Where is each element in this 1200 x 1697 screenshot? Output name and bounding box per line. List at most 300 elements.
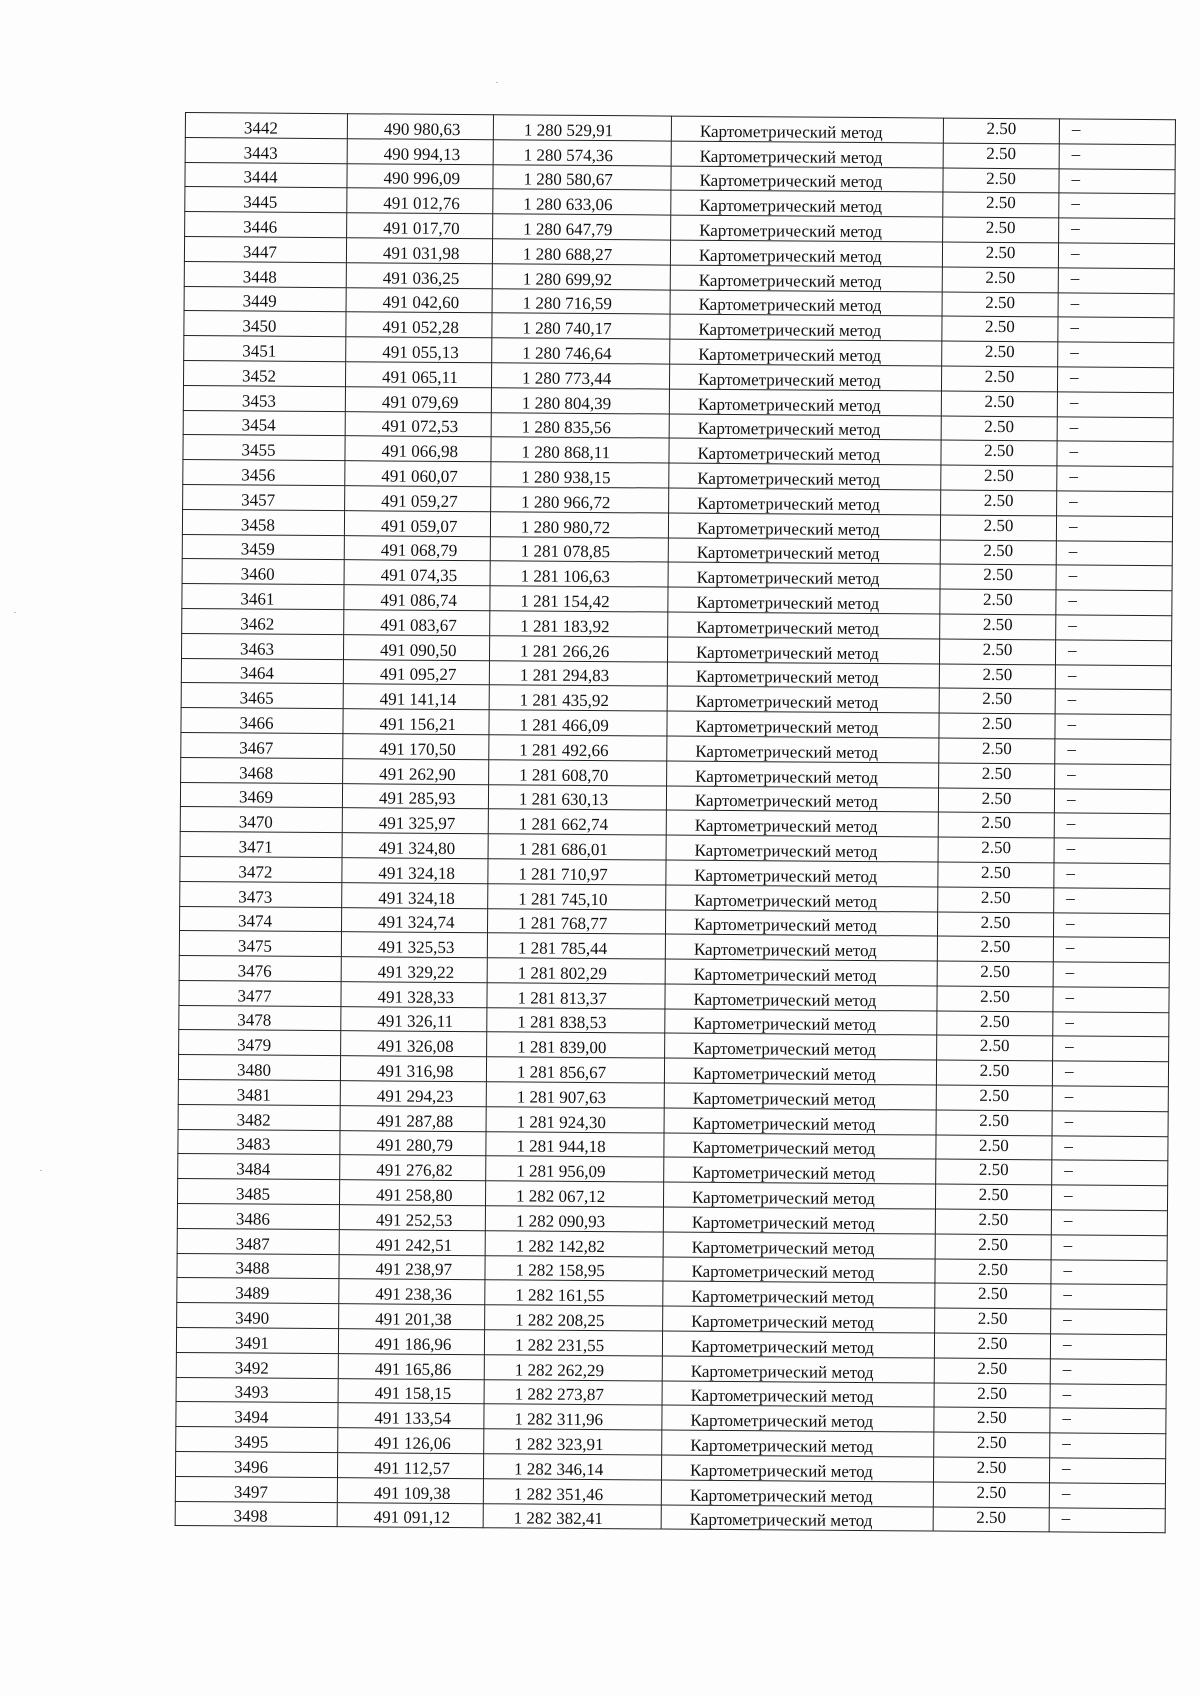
dash-cell: – bbox=[1053, 912, 1169, 938]
precision-cell: 2.50 bbox=[939, 738, 1055, 764]
point-number-cell: 3452 bbox=[183, 360, 345, 386]
precision-cell: 2.50 bbox=[933, 1482, 1049, 1508]
x-coordinate-cell: 491 252,53 bbox=[339, 1205, 485, 1231]
dash-cell: – bbox=[1054, 888, 1170, 914]
y-coordinate-cell: 1 280 804,39 bbox=[491, 388, 669, 414]
scan-speck bbox=[14, 612, 16, 613]
point-number-cell: 3490 bbox=[177, 1303, 339, 1329]
precision-cell: 2.50 bbox=[934, 1333, 1050, 1359]
y-coordinate-cell: 1 282 090,93 bbox=[485, 1206, 663, 1232]
point-number-cell: 3481 bbox=[178, 1080, 340, 1106]
precision-cell: 2.50 bbox=[937, 912, 1053, 938]
point-number-cell: 3448 bbox=[184, 261, 346, 287]
y-coordinate-cell: 1 281 838,53 bbox=[487, 1007, 665, 1033]
precision-cell: 2.50 bbox=[939, 688, 1055, 714]
method-cell: Картометрический метод bbox=[668, 538, 940, 565]
point-number-cell: 3464 bbox=[181, 658, 343, 684]
method-cell: Картометрический метод bbox=[661, 1505, 933, 1532]
y-coordinate-cell: 1 281 802,29 bbox=[487, 958, 665, 984]
point-number-cell: 3475 bbox=[179, 931, 341, 957]
y-coordinate-cell: 1 281 435,92 bbox=[489, 685, 667, 711]
dash-cell: – bbox=[1052, 1086, 1168, 1112]
y-coordinate-cell: 1 281 492,66 bbox=[489, 735, 667, 761]
point-number-cell: 3473 bbox=[180, 881, 342, 907]
point-number-cell: 3449 bbox=[184, 286, 346, 312]
point-number-cell: 3493 bbox=[176, 1377, 338, 1403]
x-coordinate-cell: 491 065,11 bbox=[345, 362, 491, 388]
y-coordinate-cell: 1 281 907,63 bbox=[486, 1082, 664, 1108]
x-coordinate-cell: 491 238,36 bbox=[339, 1279, 485, 1305]
x-coordinate-cell: 491 325,53 bbox=[341, 932, 487, 958]
point-number-cell: 3476 bbox=[179, 956, 341, 982]
method-cell: Картометрический метод bbox=[671, 215, 943, 242]
point-number-cell: 3445 bbox=[185, 187, 347, 213]
precision-cell: 2.50 bbox=[937, 961, 1053, 987]
precision-cell: 2.50 bbox=[936, 1085, 1052, 1111]
y-coordinate-cell: 1 281 956,09 bbox=[486, 1156, 664, 1182]
dash-cell: – bbox=[1051, 1210, 1167, 1236]
point-number-cell: 3479 bbox=[179, 1030, 341, 1056]
method-cell: Картометрический метод bbox=[665, 984, 937, 1011]
point-number-cell: 3456 bbox=[183, 460, 345, 486]
method-cell: Картометрический метод bbox=[665, 910, 937, 937]
dash-cell: – bbox=[1056, 516, 1172, 542]
dash-cell: – bbox=[1050, 1433, 1166, 1459]
y-coordinate-cell: 1 281 266,26 bbox=[489, 635, 667, 661]
dash-cell: – bbox=[1049, 1507, 1165, 1533]
method-cell: Картометрический метод bbox=[669, 488, 941, 515]
precision-cell: 2.50 bbox=[940, 614, 1056, 640]
point-number-cell: 3446 bbox=[185, 212, 347, 238]
x-coordinate-cell: 491 090,50 bbox=[343, 634, 489, 660]
dash-cell: – bbox=[1051, 1235, 1167, 1261]
method-cell: Картометрический метод bbox=[668, 612, 940, 639]
method-cell: Картометрический метод bbox=[671, 166, 943, 193]
x-coordinate-cell: 491 091,12 bbox=[337, 1502, 483, 1528]
point-number-cell: 3483 bbox=[178, 1129, 340, 1155]
method-cell: Картометрический метод bbox=[665, 1009, 937, 1036]
method-cell: Картометрический метод bbox=[670, 339, 942, 366]
point-number-cell: 3442 bbox=[185, 113, 347, 139]
dash-cell: – bbox=[1057, 491, 1173, 517]
y-coordinate-cell: 1 281 662,74 bbox=[488, 809, 666, 835]
precision-cell: 2.50 bbox=[936, 1160, 1052, 1186]
dash-cell: – bbox=[1056, 615, 1172, 641]
x-coordinate-cell: 491 324,74 bbox=[341, 907, 487, 933]
point-number-cell: 3495 bbox=[176, 1427, 338, 1453]
y-coordinate-cell: 1 280 574,36 bbox=[493, 140, 671, 166]
y-coordinate-cell: 1 281 710,97 bbox=[488, 859, 666, 885]
y-coordinate-cell: 1 281 745,10 bbox=[488, 883, 666, 909]
y-coordinate-cell: 1 281 106,63 bbox=[490, 561, 668, 587]
dash-cell: – bbox=[1055, 664, 1171, 690]
x-coordinate-cell: 491 329,22 bbox=[341, 957, 487, 983]
x-coordinate-cell: 491 201,38 bbox=[339, 1304, 485, 1330]
y-coordinate-cell: 1 282 161,55 bbox=[485, 1280, 663, 1306]
dash-cell: – bbox=[1053, 1012, 1169, 1038]
method-cell: Картометрический метод bbox=[666, 810, 938, 837]
method-cell: Картометрический метод bbox=[669, 438, 941, 465]
precision-cell: 2.50 bbox=[937, 1011, 1053, 1037]
y-coordinate-cell: 1 282 351,46 bbox=[483, 1479, 661, 1505]
dash-cell: – bbox=[1055, 714, 1171, 740]
x-coordinate-cell: 491 141,14 bbox=[343, 684, 489, 710]
y-coordinate-cell: 1 280 938,15 bbox=[491, 462, 669, 488]
method-cell: Картометрический метод bbox=[666, 786, 938, 813]
precision-cell: 2.50 bbox=[941, 490, 1057, 516]
dash-cell: – bbox=[1059, 193, 1175, 219]
method-cell: Картометрический метод bbox=[667, 761, 939, 788]
method-cell: Картометрический метод bbox=[663, 1207, 935, 1234]
x-coordinate-cell: 491 066,98 bbox=[345, 436, 491, 462]
point-number-cell: 3482 bbox=[178, 1104, 340, 1130]
dash-cell: – bbox=[1056, 590, 1172, 616]
method-cell: Картометрический метод bbox=[664, 1133, 936, 1160]
x-coordinate-cell: 490 980,63 bbox=[347, 114, 493, 140]
method-cell: Картометрический метод bbox=[669, 414, 941, 441]
y-coordinate-cell: 1 281 944,18 bbox=[486, 1131, 664, 1157]
point-number-cell: 3447 bbox=[184, 236, 346, 262]
point-number-cell: 3454 bbox=[183, 410, 345, 436]
x-coordinate-cell: 491 095,27 bbox=[343, 659, 489, 685]
point-number-cell: 3443 bbox=[185, 137, 347, 163]
dash-cell: – bbox=[1049, 1458, 1165, 1484]
x-coordinate-cell: 491 287,88 bbox=[340, 1106, 486, 1132]
precision-cell: 2.50 bbox=[937, 936, 1053, 962]
precision-cell: 2.50 bbox=[935, 1259, 1051, 1285]
method-cell: Картометрический метод bbox=[662, 1381, 934, 1408]
x-coordinate-cell: 491 324,18 bbox=[342, 858, 488, 884]
x-coordinate-cell: 491 133,54 bbox=[338, 1403, 484, 1429]
method-cell: Картометрический метод bbox=[668, 513, 940, 540]
x-coordinate-cell: 491 052,28 bbox=[346, 312, 492, 338]
precision-cell: 2.50 bbox=[934, 1383, 1050, 1409]
dash-cell: – bbox=[1057, 367, 1173, 393]
y-coordinate-cell: 1 280 688,27 bbox=[492, 239, 670, 265]
method-cell: Картометрический метод bbox=[667, 711, 939, 738]
precision-cell: 2.50 bbox=[940, 540, 1056, 566]
y-coordinate-cell: 1 282 158,95 bbox=[485, 1255, 663, 1281]
dash-cell: – bbox=[1051, 1260, 1167, 1286]
y-coordinate-cell: 1 281 839,00 bbox=[487, 1032, 665, 1058]
scan-speck bbox=[496, 82, 498, 83]
dash-cell: – bbox=[1051, 1284, 1167, 1310]
x-coordinate-cell: 491 036,25 bbox=[346, 262, 492, 288]
y-coordinate-cell: 1 281 856,67 bbox=[486, 1057, 664, 1083]
x-coordinate-cell: 491 060,07 bbox=[345, 461, 491, 487]
x-coordinate-cell: 491 074,35 bbox=[344, 560, 490, 586]
method-cell: Картометрический метод bbox=[669, 364, 941, 391]
precision-cell: 2.50 bbox=[933, 1457, 1049, 1483]
x-coordinate-cell: 491 316,98 bbox=[340, 1056, 486, 1082]
method-cell: Картометрический метод bbox=[665, 1034, 937, 1061]
point-number-cell: 3488 bbox=[177, 1253, 339, 1279]
method-cell: Картометрический метод bbox=[663, 1257, 935, 1284]
precision-cell: 2.50 bbox=[940, 564, 1056, 590]
method-cell: Картометрический метод bbox=[668, 562, 940, 589]
precision-cell: 2.50 bbox=[938, 812, 1054, 838]
point-number-cell: 3480 bbox=[178, 1055, 340, 1081]
y-coordinate-cell: 1 281 154,42 bbox=[490, 586, 668, 612]
point-number-cell: 3467 bbox=[181, 732, 343, 758]
x-coordinate-cell: 491 086,74 bbox=[344, 585, 490, 611]
point-number-cell: 3489 bbox=[177, 1278, 339, 1304]
method-cell: Картометрический метод bbox=[663, 1281, 935, 1308]
dash-cell: – bbox=[1049, 1483, 1165, 1509]
method-cell: Картометрический метод bbox=[667, 686, 939, 713]
method-cell: Картометрический метод bbox=[671, 190, 943, 217]
precision-cell: 2.50 bbox=[935, 1209, 1051, 1235]
method-cell: Картометрический метод bbox=[664, 1083, 936, 1110]
method-cell: Картометрический метод bbox=[666, 835, 938, 862]
y-coordinate-cell: 1 281 183,92 bbox=[490, 611, 668, 637]
point-number-cell: 3466 bbox=[181, 708, 343, 734]
dash-cell: – bbox=[1058, 268, 1174, 294]
dash-cell: – bbox=[1059, 169, 1175, 195]
precision-cell: 2.50 bbox=[936, 1060, 1052, 1086]
y-coordinate-cell: 1 281 294,83 bbox=[489, 660, 667, 686]
coordinates-table bbox=[175, 112, 1176, 1534]
method-cell: Картометрический метод bbox=[662, 1331, 934, 1358]
x-coordinate-cell: 490 994,13 bbox=[347, 138, 493, 164]
point-number-cell: 3477 bbox=[179, 980, 341, 1006]
dash-cell: – bbox=[1058, 317, 1174, 343]
coordinates-table-body bbox=[175, 113, 1175, 1534]
dash-cell: – bbox=[1054, 838, 1170, 864]
x-coordinate-cell: 491 326,11 bbox=[341, 1006, 487, 1032]
dash-cell: – bbox=[1059, 144, 1175, 170]
method-cell: Картометрический метод bbox=[661, 1480, 933, 1507]
dash-cell: – bbox=[1054, 813, 1170, 839]
dash-cell: – bbox=[1058, 243, 1174, 269]
point-number-cell: 3450 bbox=[184, 311, 346, 337]
dash-cell: – bbox=[1050, 1334, 1166, 1360]
precision-cell: 2.50 bbox=[939, 639, 1055, 665]
point-number-cell: 3496 bbox=[175, 1451, 337, 1477]
y-coordinate-cell: 1 282 273,87 bbox=[484, 1379, 662, 1405]
x-coordinate-cell: 491 068,79 bbox=[344, 535, 490, 561]
x-coordinate-cell: 491 276,82 bbox=[340, 1155, 486, 1181]
dash-cell: – bbox=[1052, 1136, 1168, 1162]
x-coordinate-cell: 491 072,53 bbox=[345, 411, 491, 437]
point-number-cell: 3474 bbox=[179, 906, 341, 932]
x-coordinate-cell: 491 325,97 bbox=[342, 808, 488, 834]
method-cell: Картометрический метод bbox=[666, 885, 938, 912]
dash-cell: – bbox=[1057, 416, 1173, 442]
scan-speck bbox=[40, 1170, 42, 1171]
dash-cell: – bbox=[1052, 1061, 1168, 1087]
y-coordinate-cell: 1 281 686,01 bbox=[488, 834, 666, 860]
y-coordinate-cell: 1 281 813,37 bbox=[487, 983, 665, 1009]
y-coordinate-cell: 1 282 067,12 bbox=[485, 1181, 663, 1207]
precision-cell: 2.50 bbox=[942, 341, 1058, 367]
precision-cell: 2.50 bbox=[943, 217, 1059, 243]
dash-cell: – bbox=[1057, 392, 1173, 418]
method-cell: Картометрический метод bbox=[670, 314, 942, 341]
dash-cell: – bbox=[1054, 788, 1170, 814]
y-coordinate-cell: 1 280 647,79 bbox=[493, 214, 671, 240]
y-coordinate-cell: 1 280 773,44 bbox=[491, 363, 669, 389]
y-coordinate-cell: 1 280 529,91 bbox=[493, 115, 671, 141]
y-coordinate-cell: 1 281 630,13 bbox=[488, 784, 666, 810]
precision-cell: 2.50 bbox=[933, 1507, 1049, 1533]
point-number-cell: 3492 bbox=[176, 1352, 338, 1378]
x-coordinate-cell: 490 996,09 bbox=[347, 163, 493, 189]
y-coordinate-cell: 1 282 142,82 bbox=[485, 1231, 663, 1257]
x-coordinate-cell: 491 285,93 bbox=[342, 783, 488, 809]
point-number-cell: 3455 bbox=[183, 435, 345, 461]
x-coordinate-cell: 491 186,96 bbox=[338, 1329, 484, 1355]
y-coordinate-cell: 1 280 740,17 bbox=[492, 313, 670, 339]
y-coordinate-cell: 1 281 608,70 bbox=[489, 759, 667, 785]
point-number-cell: 3497 bbox=[175, 1476, 337, 1502]
method-cell: Картометрический метод bbox=[665, 959, 937, 986]
dash-cell: – bbox=[1056, 565, 1172, 591]
method-cell: Картометрический метод bbox=[662, 1405, 934, 1432]
point-number-cell: 3491 bbox=[176, 1328, 338, 1354]
x-coordinate-cell: 491 083,67 bbox=[344, 610, 490, 636]
point-number-cell: 3494 bbox=[176, 1402, 338, 1428]
point-number-cell: 3460 bbox=[182, 559, 344, 585]
x-coordinate-cell: 491 262,90 bbox=[343, 758, 489, 784]
x-coordinate-cell: 491 170,50 bbox=[343, 734, 489, 760]
dash-cell: – bbox=[1057, 466, 1173, 492]
point-number-cell: 3468 bbox=[181, 757, 343, 783]
point-number-cell: 3453 bbox=[183, 385, 345, 411]
precision-cell: 2.50 bbox=[934, 1407, 1050, 1433]
method-cell: Картометрический метод bbox=[664, 1108, 936, 1135]
method-cell: Картометрический метод bbox=[662, 1430, 934, 1457]
y-coordinate-cell: 1 282 208,25 bbox=[485, 1305, 663, 1331]
precision-cell: 2.50 bbox=[938, 837, 1054, 863]
method-cell: Картометрический метод bbox=[664, 1158, 936, 1185]
point-number-cell: 3487 bbox=[177, 1228, 339, 1254]
x-coordinate-cell: 491 126,06 bbox=[338, 1428, 484, 1454]
x-coordinate-cell: 491 055,13 bbox=[346, 337, 492, 363]
method-cell: Картометрический метод bbox=[661, 1455, 933, 1482]
point-number-cell: 3469 bbox=[180, 782, 342, 808]
method-cell: Картометрический метод bbox=[667, 637, 939, 664]
dash-cell: – bbox=[1055, 764, 1171, 790]
point-number-cell: 3485 bbox=[177, 1179, 339, 1205]
dash-cell: – bbox=[1050, 1384, 1166, 1410]
precision-cell: 2.50 bbox=[941, 391, 1057, 417]
precision-cell: 2.50 bbox=[937, 986, 1053, 1012]
point-number-cell: 3484 bbox=[178, 1154, 340, 1180]
dash-cell: – bbox=[1050, 1359, 1166, 1385]
point-number-cell: 3465 bbox=[181, 683, 343, 709]
y-coordinate-cell: 1 282 323,91 bbox=[484, 1429, 662, 1455]
x-coordinate-cell: 491 326,08 bbox=[341, 1031, 487, 1057]
dash-cell: – bbox=[1054, 863, 1170, 889]
precision-cell: 2.50 bbox=[943, 192, 1059, 218]
method-cell: Картометрический метод bbox=[662, 1356, 934, 1383]
precision-cell: 2.50 bbox=[941, 416, 1057, 442]
dash-cell: – bbox=[1053, 987, 1169, 1013]
x-coordinate-cell: 491 109,38 bbox=[337, 1477, 483, 1503]
point-number-cell: 3461 bbox=[182, 584, 344, 610]
method-cell: Картометрический метод bbox=[665, 934, 937, 961]
x-coordinate-cell: 491 294,23 bbox=[340, 1081, 486, 1107]
method-cell: Картометрический метод bbox=[664, 1058, 936, 1085]
precision-cell: 2.50 bbox=[938, 862, 1054, 888]
precision-cell: 2.50 bbox=[934, 1358, 1050, 1384]
dash-cell: – bbox=[1052, 1111, 1168, 1137]
dash-cell: – bbox=[1059, 218, 1175, 244]
y-coordinate-cell: 1 280 746,64 bbox=[492, 338, 670, 364]
precision-cell: 2.50 bbox=[943, 168, 1059, 194]
precision-cell: 2.50 bbox=[943, 118, 1059, 144]
precision-cell: 2.50 bbox=[941, 366, 1057, 392]
y-coordinate-cell: 1 280 835,56 bbox=[491, 412, 669, 438]
dash-cell: – bbox=[1056, 540, 1172, 566]
y-coordinate-cell: 1 280 633,06 bbox=[493, 189, 671, 215]
x-coordinate-cell: 491 059,07 bbox=[344, 510, 490, 536]
y-coordinate-cell: 1 280 980,72 bbox=[490, 512, 668, 538]
x-coordinate-cell: 491 328,33 bbox=[341, 982, 487, 1008]
dash-cell: – bbox=[1057, 441, 1173, 467]
precision-cell: 2.50 bbox=[942, 316, 1058, 342]
precision-cell: 2.50 bbox=[940, 589, 1056, 615]
method-cell: Картометрический метод bbox=[669, 389, 941, 416]
y-coordinate-cell: 1 282 262,29 bbox=[484, 1355, 662, 1381]
precision-cell: 2.50 bbox=[938, 887, 1054, 913]
y-coordinate-cell: 1 281 768,77 bbox=[487, 908, 665, 934]
method-cell: Картометрический метод bbox=[667, 736, 939, 763]
point-number-cell: 3458 bbox=[182, 509, 344, 535]
point-number-cell: 3459 bbox=[182, 534, 344, 560]
dash-cell: – bbox=[1058, 292, 1174, 318]
x-coordinate-cell: 491 258,80 bbox=[339, 1180, 485, 1206]
x-coordinate-cell: 491 112,57 bbox=[337, 1453, 483, 1479]
dash-cell: – bbox=[1051, 1185, 1167, 1211]
y-coordinate-cell: 1 280 966,72 bbox=[491, 487, 669, 513]
x-coordinate-cell: 491 012,76 bbox=[347, 188, 493, 214]
dash-cell: – bbox=[1053, 962, 1169, 988]
y-coordinate-cell: 1 282 346,14 bbox=[483, 1454, 661, 1480]
point-number-cell: 3457 bbox=[183, 484, 345, 510]
x-coordinate-cell: 491 158,15 bbox=[338, 1378, 484, 1404]
dash-cell: – bbox=[1058, 342, 1174, 368]
point-number-cell: 3472 bbox=[180, 856, 342, 882]
y-coordinate-cell: 1 282 382,41 bbox=[483, 1503, 661, 1529]
method-cell: Картометрический метод bbox=[666, 860, 938, 887]
y-coordinate-cell: 1 282 311,96 bbox=[484, 1404, 662, 1430]
x-coordinate-cell: 491 017,70 bbox=[347, 213, 493, 239]
x-coordinate-cell: 491 059,27 bbox=[345, 486, 491, 512]
point-number-cell: 3498 bbox=[175, 1501, 337, 1527]
dash-cell: – bbox=[1059, 119, 1175, 145]
precision-cell: 2.50 bbox=[935, 1234, 1051, 1260]
x-coordinate-cell: 491 165,86 bbox=[338, 1354, 484, 1380]
y-coordinate-cell: 1 282 231,55 bbox=[484, 1330, 662, 1356]
method-cell: Картометрический метод bbox=[670, 240, 942, 267]
precision-cell: 2.50 bbox=[935, 1283, 1051, 1309]
precision-cell: 2.50 bbox=[942, 292, 1058, 318]
method-cell: Картометрический метод bbox=[667, 662, 939, 689]
x-coordinate-cell: 491 238,97 bbox=[339, 1254, 485, 1280]
precision-cell: 2.50 bbox=[942, 242, 1058, 268]
precision-cell: 2.50 bbox=[935, 1308, 1051, 1334]
dash-cell: – bbox=[1050, 1408, 1166, 1434]
y-coordinate-cell: 1 280 699,92 bbox=[492, 264, 670, 290]
dash-cell: – bbox=[1055, 640, 1171, 666]
point-number-cell: 3451 bbox=[184, 336, 346, 362]
dash-cell: – bbox=[1053, 937, 1169, 963]
precision-cell: 2.50 bbox=[935, 1184, 1051, 1210]
method-cell: Картометрический метод bbox=[671, 116, 943, 143]
y-coordinate-cell: 1 281 466,09 bbox=[489, 710, 667, 736]
